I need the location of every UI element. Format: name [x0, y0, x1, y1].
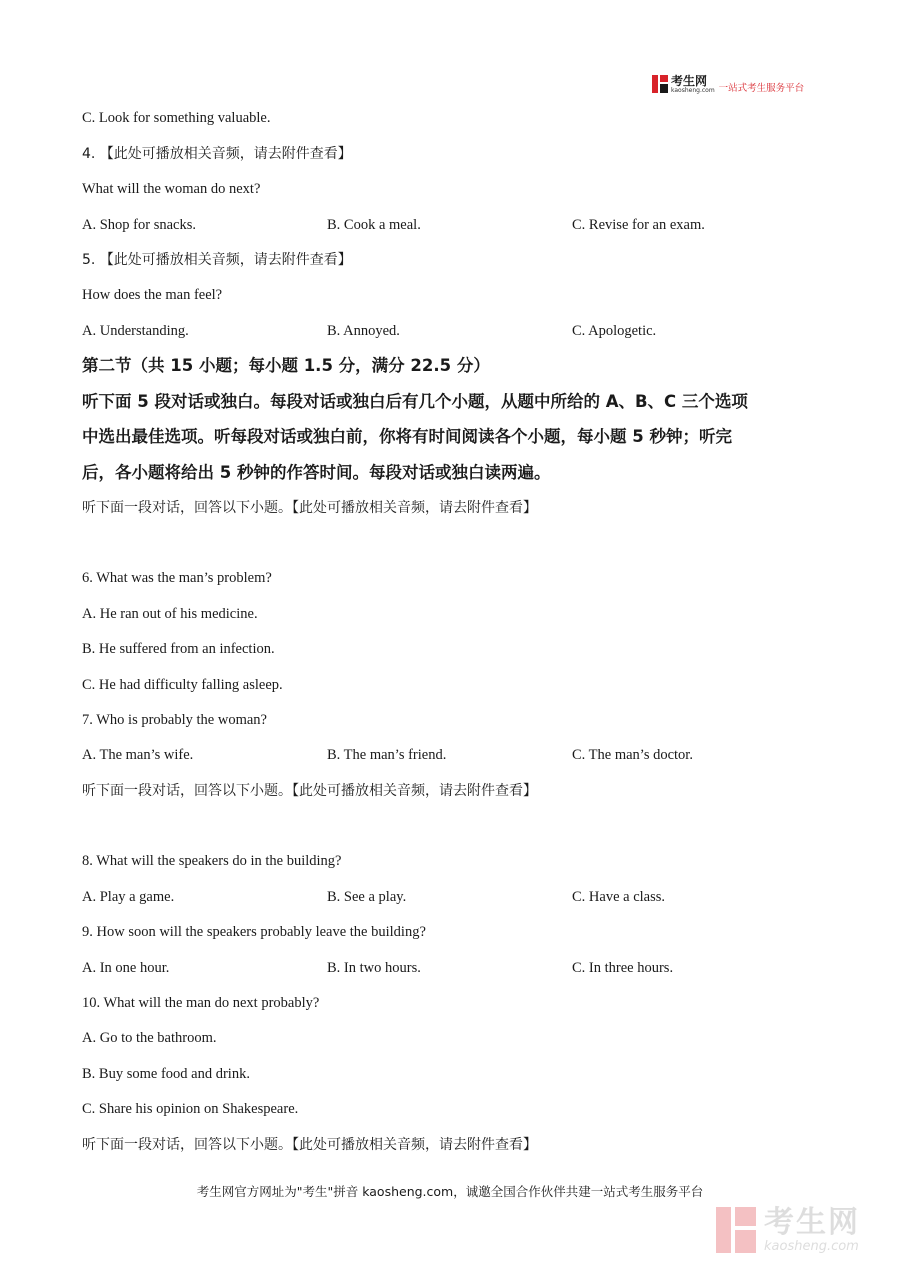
q9-option-b: B. In two hours. — [327, 960, 421, 976]
q7-option-c: C. The man’s doctor. — [572, 747, 693, 763]
q8-option-a: A. Play a game. — [82, 889, 175, 905]
section-2-instruction-2: 中选出最佳选项。听每段对话或独白前，你将有时间阅读各个小题，每小题 5 秒钟；听完 — [82, 427, 732, 446]
q10-option-b: B. Buy some food and drink. — [82, 1066, 250, 1082]
dialog-audio-note-2: 听下面一段对话，回答以下小题。【此处可播放相关音频，请去附件查看】 — [82, 783, 537, 799]
section-2-instruction-1: 听下面 5 段对话或独白。每段对话或独白后有几个小题，从题中所给的 A、B、C 三个选项 — [82, 392, 748, 411]
q9-option-a: A. In one hour. — [82, 960, 170, 976]
q6-option-a: A. He ran out of his medicine. — [82, 606, 258, 622]
watermark-logo-icon — [716, 1207, 756, 1253]
q4-question: What will the woman do next? — [82, 181, 261, 197]
q4-option-c: C. Revise for an exam. — [572, 217, 705, 233]
q9-option-c: C. In three hours. — [572, 960, 674, 976]
q5-option-c: C. Apologetic. — [572, 323, 657, 339]
q4-option-a: A. Shop for snacks. — [82, 217, 196, 233]
q10-option-a: A. Go to the bathroom. — [82, 1030, 217, 1046]
dialog-audio-note-1: 听下面一段对话，回答以下小题。【此处可播放相关音频，请去附件查看】 — [82, 500, 537, 516]
q7-option-a: A. The man’s wife. — [82, 747, 194, 763]
watermark — [716, 1204, 860, 1254]
q5-option-b: B. Annoyed. — [327, 323, 400, 339]
q6-question: 6. What was the man’s problem? — [82, 570, 272, 586]
q5-option-a: A. Understanding. — [82, 323, 189, 339]
q8-option-c: C. Have a class. — [572, 889, 666, 905]
q4-audio-note: 4. 【此处可播放相关音频，请去附件查看】 — [82, 146, 352, 162]
logo-name: 考生网 — [671, 73, 708, 88]
page-footer: 考生网官方网址为"考生"拼音 kaosheng.com，诚邀全国合作伙伴共建一站式考生服务平台 — [196, 1184, 704, 1199]
logo-slogan: 一站式考生服务平台 — [718, 83, 805, 94]
q4-option-b: B. Cook a meal. — [327, 217, 421, 233]
q9-question: 9. How soon will the speakers probably leave the building? — [82, 924, 426, 940]
q8-option-b: B. See a play. — [327, 889, 407, 905]
q10-question: 10. What will the man do next probably? — [82, 995, 320, 1011]
header-logo — [652, 73, 804, 95]
q7-question: 7. Who is probably the woman? — [82, 712, 267, 728]
watermark-name: 考生网 — [764, 1204, 860, 1240]
q5-question: How does the man feel? — [82, 287, 223, 303]
q5-audio-note: 5. 【此处可播放相关音频，请去附件查看】 — [82, 252, 352, 268]
q7-option-b: B. The man’s friend. — [327, 747, 447, 763]
q3-option-c: C. Look for something valuable. — [82, 110, 271, 126]
section-2-title: 第二节（共 15 小题；每小题 1.5 分，满分 22.5 分） — [82, 356, 490, 375]
section-2-instruction-3: 后，各小题将给出 5 秒钟的作答时间。每段对话或独白读两遍。 — [82, 463, 551, 482]
dialog-audio-note-3: 听下面一段对话，回答以下小题。【此处可播放相关音频，请去附件查看】 — [82, 1137, 537, 1153]
logo-domain: kaosheng.com — [671, 86, 715, 94]
q6-option-b: B. He suffered from an infection. — [82, 641, 275, 657]
q6-option-c: C. He had difficulty falling asleep. — [82, 677, 283, 693]
q10-option-c: C. Share his opinion on Shakespeare. — [82, 1101, 299, 1117]
watermark-domain: kaosheng.com — [764, 1238, 859, 1254]
q8-question: 8. What will the speakers do in the building? — [82, 853, 342, 869]
kaosheng-logo-icon — [652, 75, 668, 93]
